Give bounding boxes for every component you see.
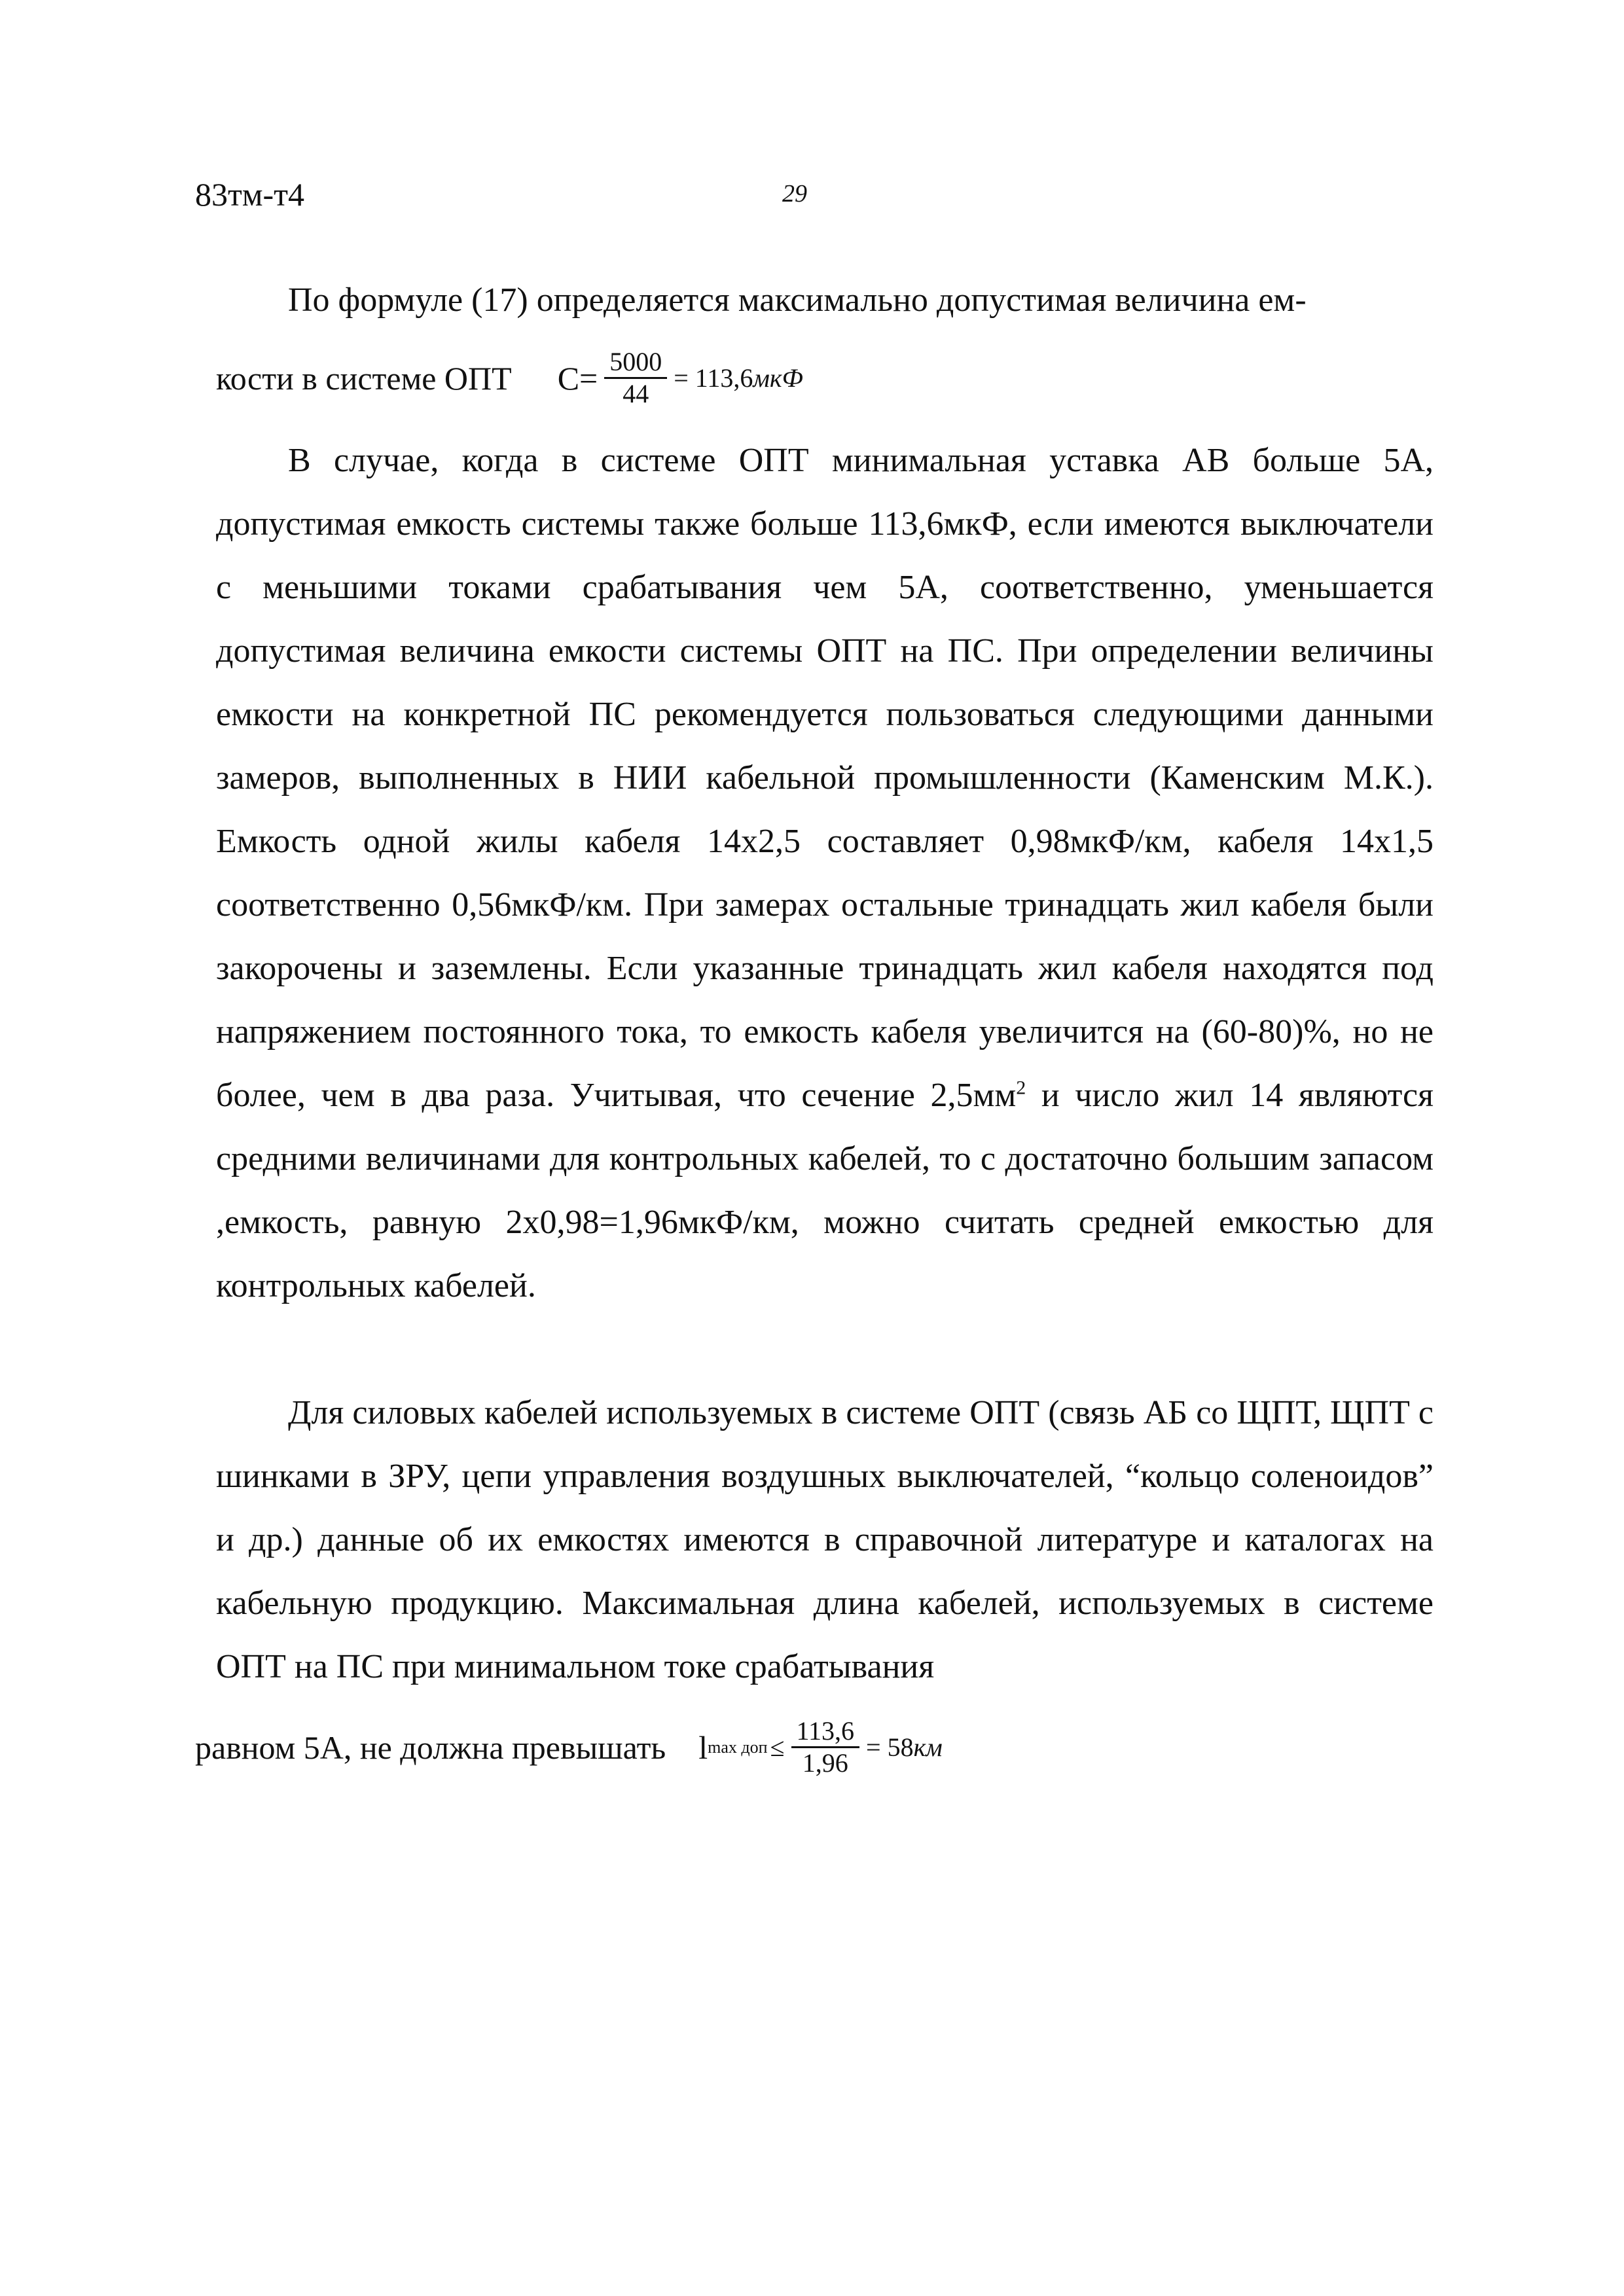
formula2-subscript: max доп bbox=[708, 1737, 768, 1757]
formula2-prefix: равном 5А, не должна превышать bbox=[195, 1729, 666, 1766]
formula2-denominator: 1,96 bbox=[802, 1748, 848, 1778]
paragraph-3: Для силовых кабелей используемых в системе ОПТ (связь АБ со ЩПТ, ЩПТ с шинками в ЗРУ, цепи управления воздушных выключателей, “кольцо соленоидов” и др.) данные об их емкостях имеются в справочной литературе и каталогах на кабельную продукцию. Максимальная длина кабелей, используемых в системе ОПТ на ПС при минимальном токе срабатывания bbox=[216, 1394, 1434, 1685]
formula2-result: = 58 bbox=[866, 1732, 914, 1762]
page-number: 29 bbox=[782, 180, 807, 207]
paragraph-1: По формуле (17) определяется максимально допустимая величина ем- bbox=[288, 281, 1307, 319]
cable-length-formula bbox=[195, 1716, 943, 1778]
formula2-fraction bbox=[791, 1716, 860, 1778]
paragraph-1-block bbox=[216, 268, 1434, 332]
formula2-symbol: l bbox=[698, 1729, 708, 1766]
formula1-lhs: С= bbox=[557, 359, 598, 397]
formula1-unit: мкФ bbox=[753, 363, 803, 393]
paragraph-3-block bbox=[216, 1381, 1434, 1698]
formula2-numerator: 113,6 bbox=[791, 1716, 860, 1748]
paragraph-2-superscript: 2 bbox=[1016, 1077, 1026, 1099]
formula2-relation: ≤ bbox=[770, 1732, 785, 1762]
document-code: 83тм-т4 bbox=[195, 176, 304, 213]
formula1-denominator: 44 bbox=[623, 379, 649, 408]
formula1-result: = 113,6 bbox=[674, 363, 753, 393]
paragraph-2-block bbox=[216, 429, 1434, 1318]
paragraph-2 bbox=[216, 429, 1434, 1318]
capacitance-formula bbox=[216, 347, 803, 409]
formula1-fraction bbox=[604, 347, 667, 409]
paragraph-2-text: В случае, когда в системе ОПТ минимальная уставка АВ больше 5А, допустимая емкость системы также больше 113,6мкФ, если имеются выключатели с меньшими токами срабатывания чем 5А, соответственно, уменьшается допустимая величина емкости системы ОПТ на ПС. При определении величины емкости на конкретной ПС рекомендуется пользоваться следующими данными замеров, выполненных в НИИ кабельной промышленности (Каменским М.К.). Емкость одной жилы кабеля 14x2,5 составляет 0,98мкФ/км, кабеля 14x1,5 соответственно 0,56мкФ/км. При замерах остальные тринадцать жил кабеля были закорочены и заземлены. Если указанные тринадцать жил кабеля находятся под напряжением постоянного тока, то емкость кабеля увеличится на (60-80)%, но не более, чем в два раза. Учитывая, что сечение 2,5мм bbox=[216, 442, 1434, 1114]
formula1-prefix: кости в системе ОПТ bbox=[216, 359, 512, 397]
formula2-unit: км bbox=[913, 1732, 943, 1762]
formula1-numerator: 5000 bbox=[604, 347, 667, 379]
paragraph-2-text-end: и число жил 14 являются средними величинами для контрольных кабелей, то с достаточно большим запасом ,емкость, равную 2x0,98=1,96мкФ/км, можно считать средней емкостью для контрольных кабелей. bbox=[216, 1077, 1434, 1304]
